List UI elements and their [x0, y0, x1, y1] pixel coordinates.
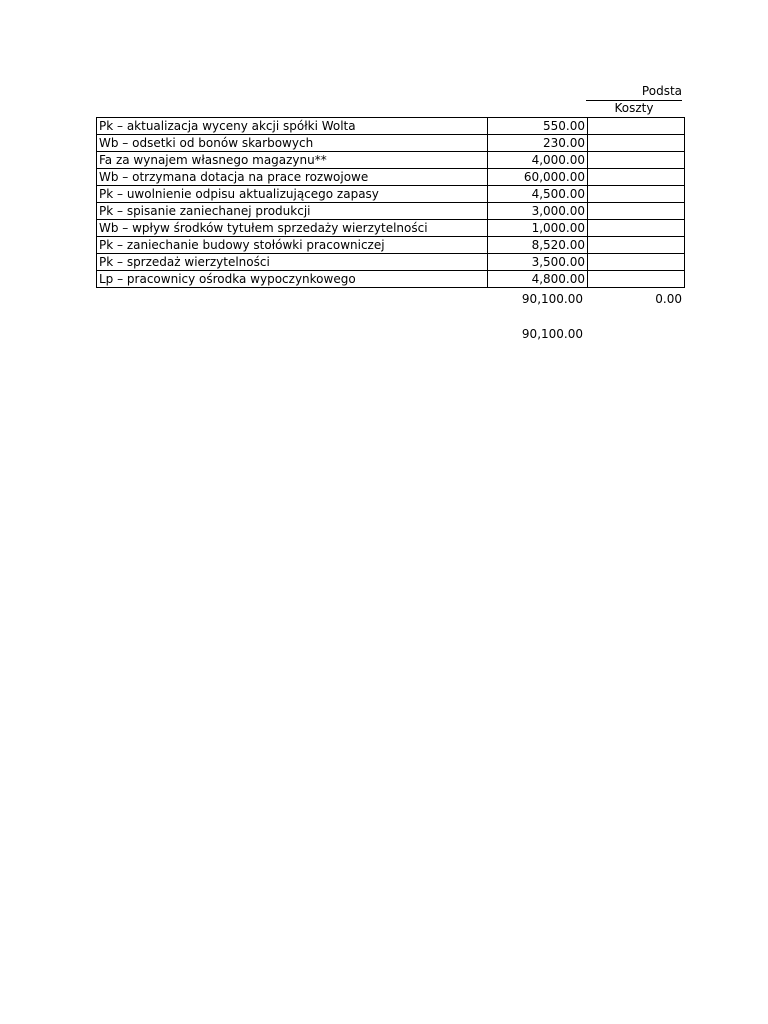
grand-total: 90,100.00: [521, 327, 583, 341]
row-cost[interactable]: [588, 271, 685, 288]
column-group-header: Podsta: [641, 84, 682, 98]
table-row: [97, 203, 685, 220]
row-description[interactable]: Lp – pracownicy ośrodka wypoczynkowego: [97, 271, 488, 288]
row-amount[interactable]: 3,000.00: [488, 203, 588, 220]
entries-table: [96, 117, 685, 288]
table-row: [97, 220, 685, 237]
row-description[interactable]: Wb – wpływ środków tytułem sprzedaży wierzytelności: [97, 220, 488, 237]
row-cost[interactable]: [588, 152, 685, 169]
row-description[interactable]: Pk – spisanie zaniechanej produkcji: [97, 203, 488, 220]
table-row: [97, 186, 685, 203]
row-amount[interactable]: 3,500.00: [488, 254, 588, 271]
row-cost[interactable]: [588, 237, 685, 254]
row-cost[interactable]: [588, 186, 685, 203]
row-description[interactable]: Wb – otrzymana dotacja na prace rozwojowe: [97, 169, 488, 186]
cost-total: 0.00: [655, 292, 682, 306]
row-amount[interactable]: 550.00: [488, 118, 588, 135]
row-amount[interactable]: 60,000.00: [488, 169, 588, 186]
table-row: [97, 135, 685, 152]
table-row: [97, 152, 685, 169]
row-description[interactable]: Pk – sprzedaż wierzytelności: [97, 254, 488, 271]
row-description[interactable]: Pk – uwolnienie odpisu aktualizującego zapasy: [97, 186, 488, 203]
row-cost[interactable]: [588, 203, 685, 220]
row-cost[interactable]: [588, 135, 685, 152]
row-description[interactable]: Pk – zaniechanie budowy stołówki pracowniczej: [97, 237, 488, 254]
table-row: [97, 237, 685, 254]
amount-total: 90,100.00: [521, 292, 583, 306]
row-amount[interactable]: 8,520.00: [488, 237, 588, 254]
table-row: [97, 118, 685, 135]
row-description[interactable]: Fa za wynajem własnego magazynu**: [97, 152, 488, 169]
costs-column-header: Koszty: [614, 101, 654, 115]
row-amount[interactable]: 230.00: [488, 135, 588, 152]
row-cost[interactable]: [588, 169, 685, 186]
row-amount[interactable]: 1,000.00: [488, 220, 588, 237]
table-row: [97, 254, 685, 271]
row-amount[interactable]: 4,000.00: [488, 152, 588, 169]
row-cost[interactable]: [588, 254, 685, 271]
table-row: [97, 169, 685, 186]
table-row: [97, 271, 685, 288]
row-cost[interactable]: [588, 220, 685, 237]
row-description[interactable]: Pk – aktualizacja wyceny akcji spółki Wolta: [97, 118, 488, 135]
row-amount[interactable]: 4,800.00: [488, 271, 588, 288]
row-amount[interactable]: 4,500.00: [488, 186, 588, 203]
row-cost[interactable]: [588, 118, 685, 135]
row-description[interactable]: Wb – odsetki od bonów skarbowych: [97, 135, 488, 152]
